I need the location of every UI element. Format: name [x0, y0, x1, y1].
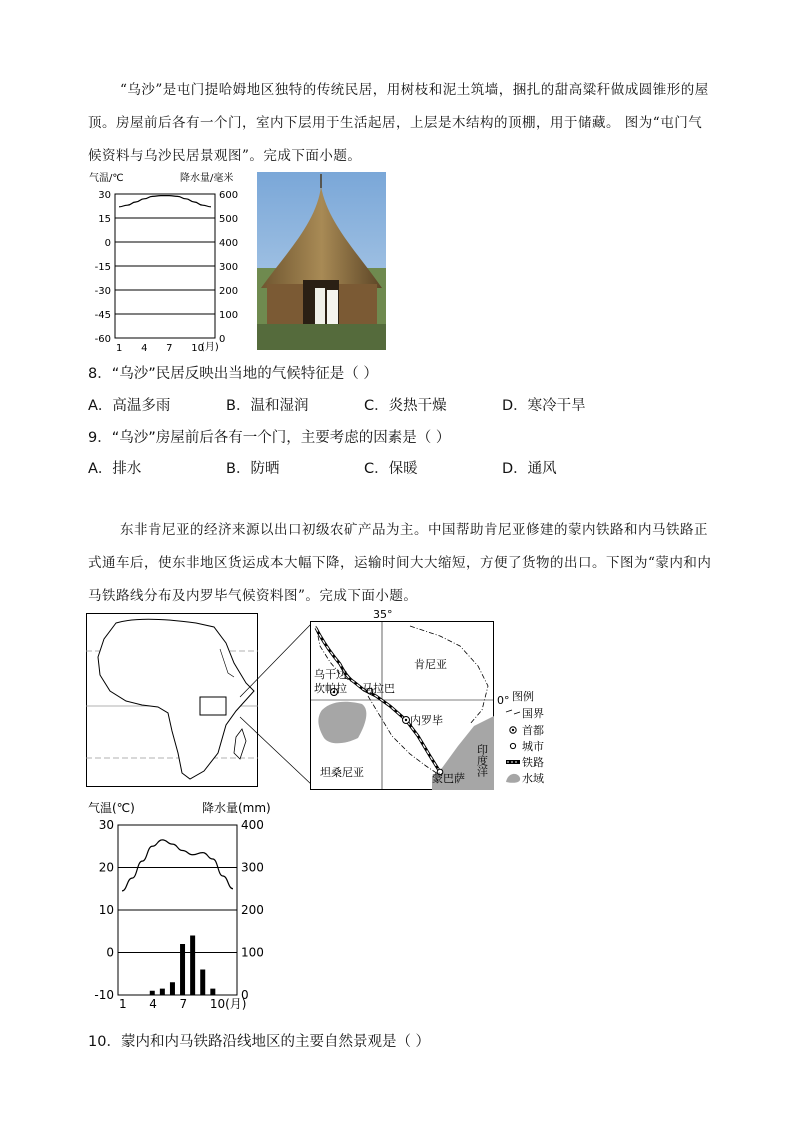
map-label-nairobi: 内罗毕	[410, 714, 443, 727]
right-tick-label: 400	[219, 238, 239, 249]
left-tick-label: 20	[98, 860, 114, 875]
left-tick-label: 15	[98, 214, 111, 225]
chart1-x-unit: (月)	[201, 342, 219, 353]
q8-option-c[interactable]: C．炎热干燥	[364, 398, 447, 414]
passage-1-text: “乌沙”是屯门提哈姆地区独特的传统民居，用树枝和泥土筑墙，捆扎的甜高粱秆做成圆锥形的屋顶。房屋前后各有一个门，室内下层用于生活起居，上层是木结构的顶棚，用于储藏。 图为“屯门气候资料与乌沙民居景观图”。完成下面小题。	[88, 82, 709, 164]
legend-city-label: 城市	[522, 740, 544, 753]
map-equator-label: 0°	[497, 694, 510, 707]
q9-option-b[interactable]: B．防晒	[226, 461, 280, 477]
precip-bar	[180, 944, 185, 995]
left-tick-label: 0	[104, 238, 111, 249]
precip-bar	[210, 989, 215, 995]
right-tick-label: 200	[241, 903, 264, 917]
chart1-x-ticks	[116, 343, 204, 354]
question-8: 8．“乌沙”民居反映出当地的气候特征是（ ）	[88, 366, 378, 382]
x-tick-label: 10	[191, 343, 205, 354]
legend-border	[506, 707, 544, 720]
chart1-ylabel-left: 气温/℃	[89, 173, 124, 184]
left-tick-label: -15	[94, 262, 111, 273]
left-tick-label: -10	[94, 988, 114, 1002]
indian-ocean-text: 印度洋	[475, 744, 489, 777]
legend-city	[510, 740, 544, 753]
legend-capital-label: 首都	[522, 724, 544, 737]
right-tick-label: 300	[219, 262, 239, 273]
chart2-ylabel-right: 降水量(mm)	[202, 801, 271, 815]
right-tick-label: 200	[219, 286, 239, 297]
right-tick-label: 400	[241, 818, 264, 832]
x-tick-label: 4	[149, 997, 157, 1010]
passage-2	[88, 514, 712, 613]
legend-railway	[506, 755, 544, 769]
map-label-uganda: 乌干达	[314, 668, 347, 681]
map-label-mombasa: 蒙巴萨	[432, 772, 465, 785]
right-tick-label: 0	[241, 988, 249, 1002]
chart1-right-ticks	[219, 190, 238, 345]
right-tick-label: 300	[241, 860, 264, 875]
right-tick-label: 100	[241, 945, 264, 960]
q9-option-c[interactable]: C．保暖	[364, 461, 418, 477]
chart1-temperature-line	[119, 196, 211, 207]
legend-capital	[510, 723, 544, 737]
precip-bar	[170, 982, 175, 995]
precip-bar	[190, 936, 195, 996]
chart2-ylabel-left: 气温(℃)	[88, 801, 135, 815]
left-tick-label: -45	[94, 310, 111, 321]
chart1-ylabel-right: 降水量/毫米	[180, 173, 234, 184]
map-label-malaba: 马拉巴	[362, 682, 395, 695]
chart2-gridlines	[118, 868, 237, 953]
chart2-temperature-line	[122, 840, 233, 891]
right-tick-label: 100	[219, 310, 239, 321]
map-longitude-label: 35°	[373, 608, 393, 621]
precip-bar	[150, 991, 155, 995]
x-tick-label: 10(月)	[209, 997, 247, 1010]
chart2-left-ticks	[94, 818, 114, 1002]
chart2-precip-bars	[150, 936, 216, 996]
kenya-railway-map	[310, 606, 550, 796]
q8-option-d[interactable]: D．寒冷干旱	[502, 398, 586, 414]
map-label-tanzania: 坦桑尼亚	[320, 766, 364, 779]
legend-border-label: 国界	[522, 707, 544, 720]
x-tick-label: 7	[179, 997, 188, 1010]
climate-chart-2	[86, 798, 286, 1010]
left-tick-label: 30	[98, 190, 111, 201]
chart1-gridlines	[115, 218, 215, 314]
chart2-x-ticks	[119, 997, 246, 1010]
chart2-right-ticks	[241, 818, 264, 1002]
passage-1	[88, 74, 712, 173]
x-tick-label: 1	[116, 343, 123, 354]
wusha-hut-photo	[257, 172, 386, 350]
question-10: 10．蒙内和内马铁路沿线地区的主要自然景观是（ ）	[88, 1034, 431, 1050]
legend-title: 图例	[512, 690, 534, 703]
left-tick-label: 10	[98, 903, 114, 917]
left-tick-label: 30	[98, 818, 114, 832]
q9-option-a[interactable]: A．排水	[88, 461, 142, 477]
x-tick-label: 7	[166, 343, 173, 354]
q8-option-a[interactable]: A．高温多雨	[88, 398, 171, 414]
map-label-indian-ocean	[476, 744, 489, 778]
right-tick-label: 600	[219, 190, 239, 201]
precip-bar	[160, 989, 165, 995]
x-tick-label: 4	[141, 343, 148, 354]
map-label-kenya: 肯尼亚	[414, 658, 447, 671]
chart1-left-ticks	[95, 190, 111, 345]
left-tick-label: -30	[94, 286, 111, 297]
question-9: 9．“乌沙”房屋前后各有一个门，主要考虑的因素是（ ）	[88, 430, 451, 446]
legend-railway-label: 铁路	[522, 756, 544, 769]
right-tick-label: 500	[219, 214, 239, 225]
left-tick-label: -60	[94, 334, 111, 345]
q8-option-b[interactable]: B．温和湿润	[226, 398, 309, 414]
right-tick-label: 0	[219, 334, 226, 345]
passage-2-text: 东非肯尼亚的经济来源以出口初级农矿产品为主。中国帮助肯尼亚修建的蒙内铁路和内马铁路正式通车后，使东非地区货运成本大幅下降，运输时间大大缩短，方便了货物的出口。下图为“蒙内和内马铁路线分布及内罗毕气候资料图”。完成下面小题。	[88, 522, 712, 604]
map-connector-lines	[200, 615, 315, 790]
left-tick-label: 0	[106, 945, 114, 960]
precip-bar	[200, 970, 205, 996]
map-label-kampala: 坎帕拉	[314, 682, 347, 695]
legend-water	[506, 771, 544, 785]
q9-option-d[interactable]: D．通风	[502, 461, 557, 477]
x-tick-label: 1	[119, 997, 127, 1010]
climate-chart-1	[85, 170, 250, 355]
legend-water-label: 水域	[522, 772, 544, 785]
